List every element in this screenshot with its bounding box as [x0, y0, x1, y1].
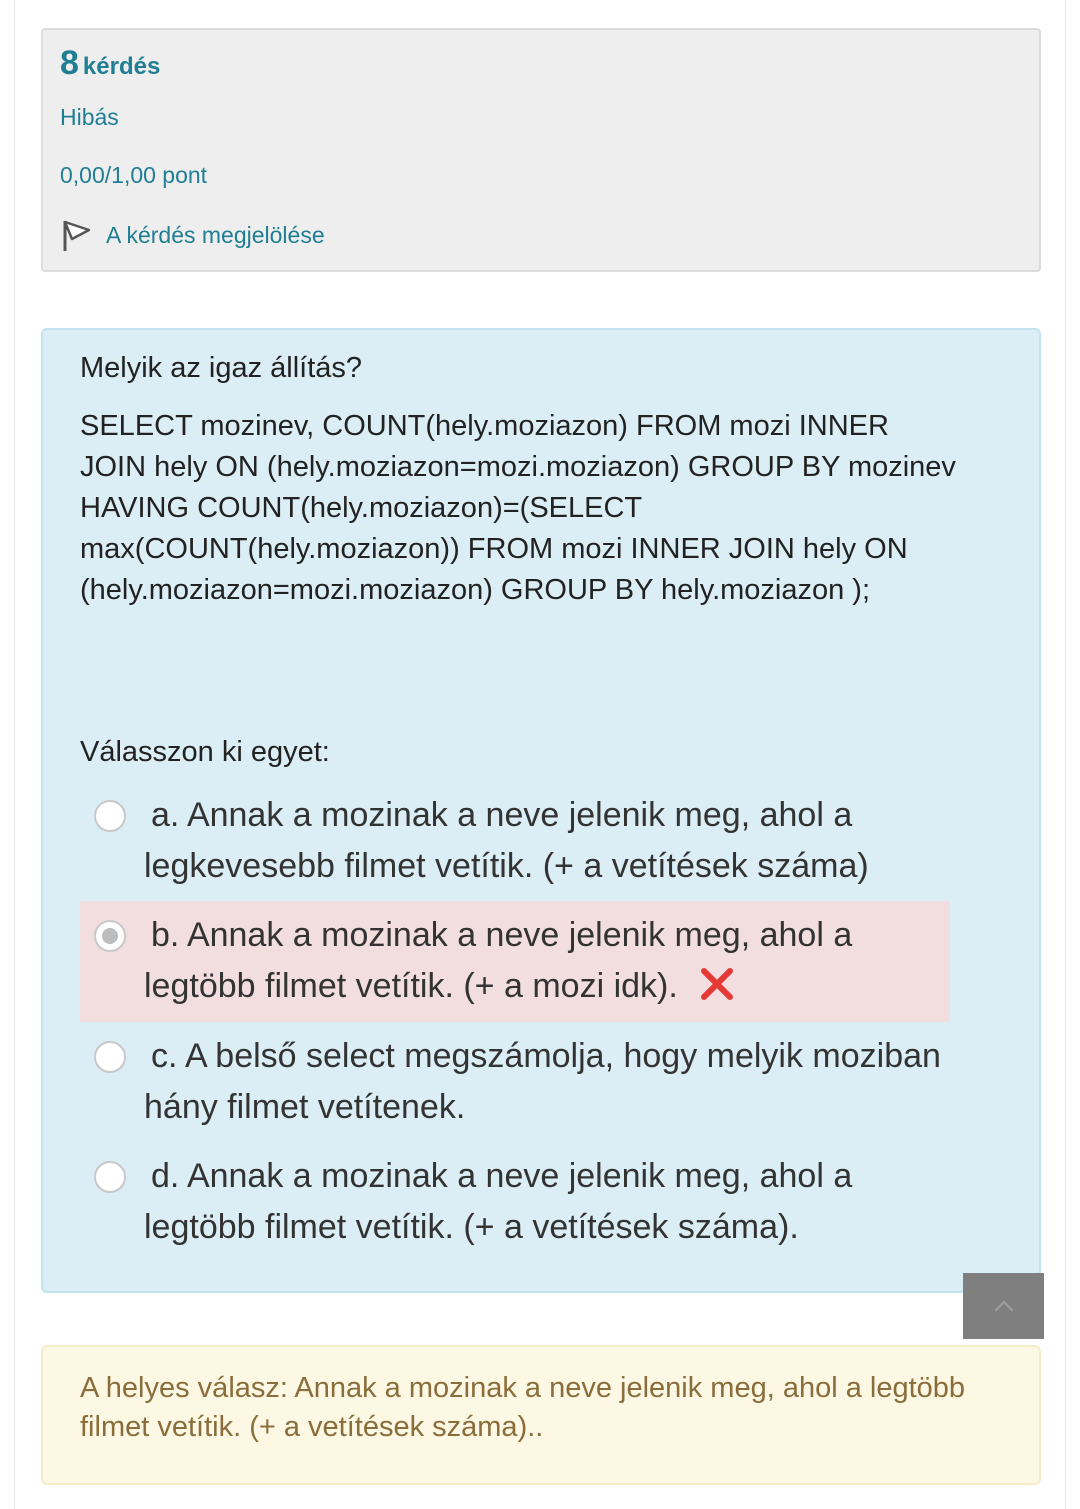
- question-content: [41, 328, 1041, 1293]
- question-prompt: Melyik az igaz állítás?: [80, 352, 363, 384]
- radio-option-a[interactable]: [94, 800, 126, 832]
- right-answer-text: A helyes válasz: Annak a mozinak a neve jelenik meg, ahol a legtöbb filmet vetítik. (+ a vetítések száma)..: [80, 1372, 966, 1443]
- radio-option-c[interactable]: [94, 1041, 126, 1073]
- answer-option-b[interactable]: [80, 901, 950, 1022]
- option-letter: a.: [151, 796, 180, 834]
- radio-option-d[interactable]: [94, 1161, 126, 1193]
- question-info-panel: [41, 28, 1041, 272]
- option-letter: b.: [151, 916, 180, 954]
- question-number-label: kérdés: [82, 53, 161, 80]
- option-letter: c.: [151, 1037, 178, 1075]
- answer-option-d[interactable]: [80, 1142, 950, 1263]
- option-text: A belső select megszámolja, hogy melyik moziban hány filmet vetítenek.: [144, 1037, 941, 1126]
- question-state: Hibás: [60, 104, 119, 130]
- x-mark-icon: [700, 967, 734, 1001]
- flag-icon: [60, 218, 92, 252]
- feedback-panel: [41, 1345, 1041, 1485]
- answer-option-a[interactable]: [80, 781, 950, 902]
- option-text: Annak a mozinak a neve jelenik meg, ahol a legtöbb filmet vetítik. (+ a mozi idk).: [144, 916, 853, 1005]
- flag-question-link[interactable]: [60, 218, 325, 252]
- option-text: Annak a mozinak a neve jelenik meg, ahol a legkevesebb filmet vetítik. (+ a vetítések száma): [144, 796, 869, 885]
- chevron-up-icon: [993, 1299, 1015, 1313]
- radio-option-b[interactable]: [94, 920, 126, 952]
- question-grade: 0,00/1,00 pont: [60, 162, 208, 188]
- option-letter: d.: [151, 1157, 180, 1195]
- answer-option-c[interactable]: [80, 1022, 950, 1143]
- back-to-top-button[interactable]: [963, 1273, 1044, 1339]
- question-number: [60, 44, 160, 83]
- question-number-value: 8: [60, 44, 79, 82]
- choose-one-label: Válasszon ki egyet:: [80, 736, 330, 768]
- question-sql-text: SELECT mozinev, COUNT(hely.moziazon) FROM mozi INNER JOIN hely ON (hely.moziazon=mozi.moziazon) GROUP BY mozinev HAVING COUNT(hely.moziazon)=(SELECT max(COUNT(hely.moziazon)) FROM mozi INNER JOIN hely ON (hely.moziazon=mozi.moziazon) GROUP BY hely.moziazon );: [80, 410, 956, 606]
- option-text: Annak a mozinak a neve jelenik meg, ahol a legtöbb filmet vetítik. (+ a vetítések száma).: [144, 1157, 853, 1246]
- flag-question-label: A kérdés megjelölése: [106, 221, 325, 248]
